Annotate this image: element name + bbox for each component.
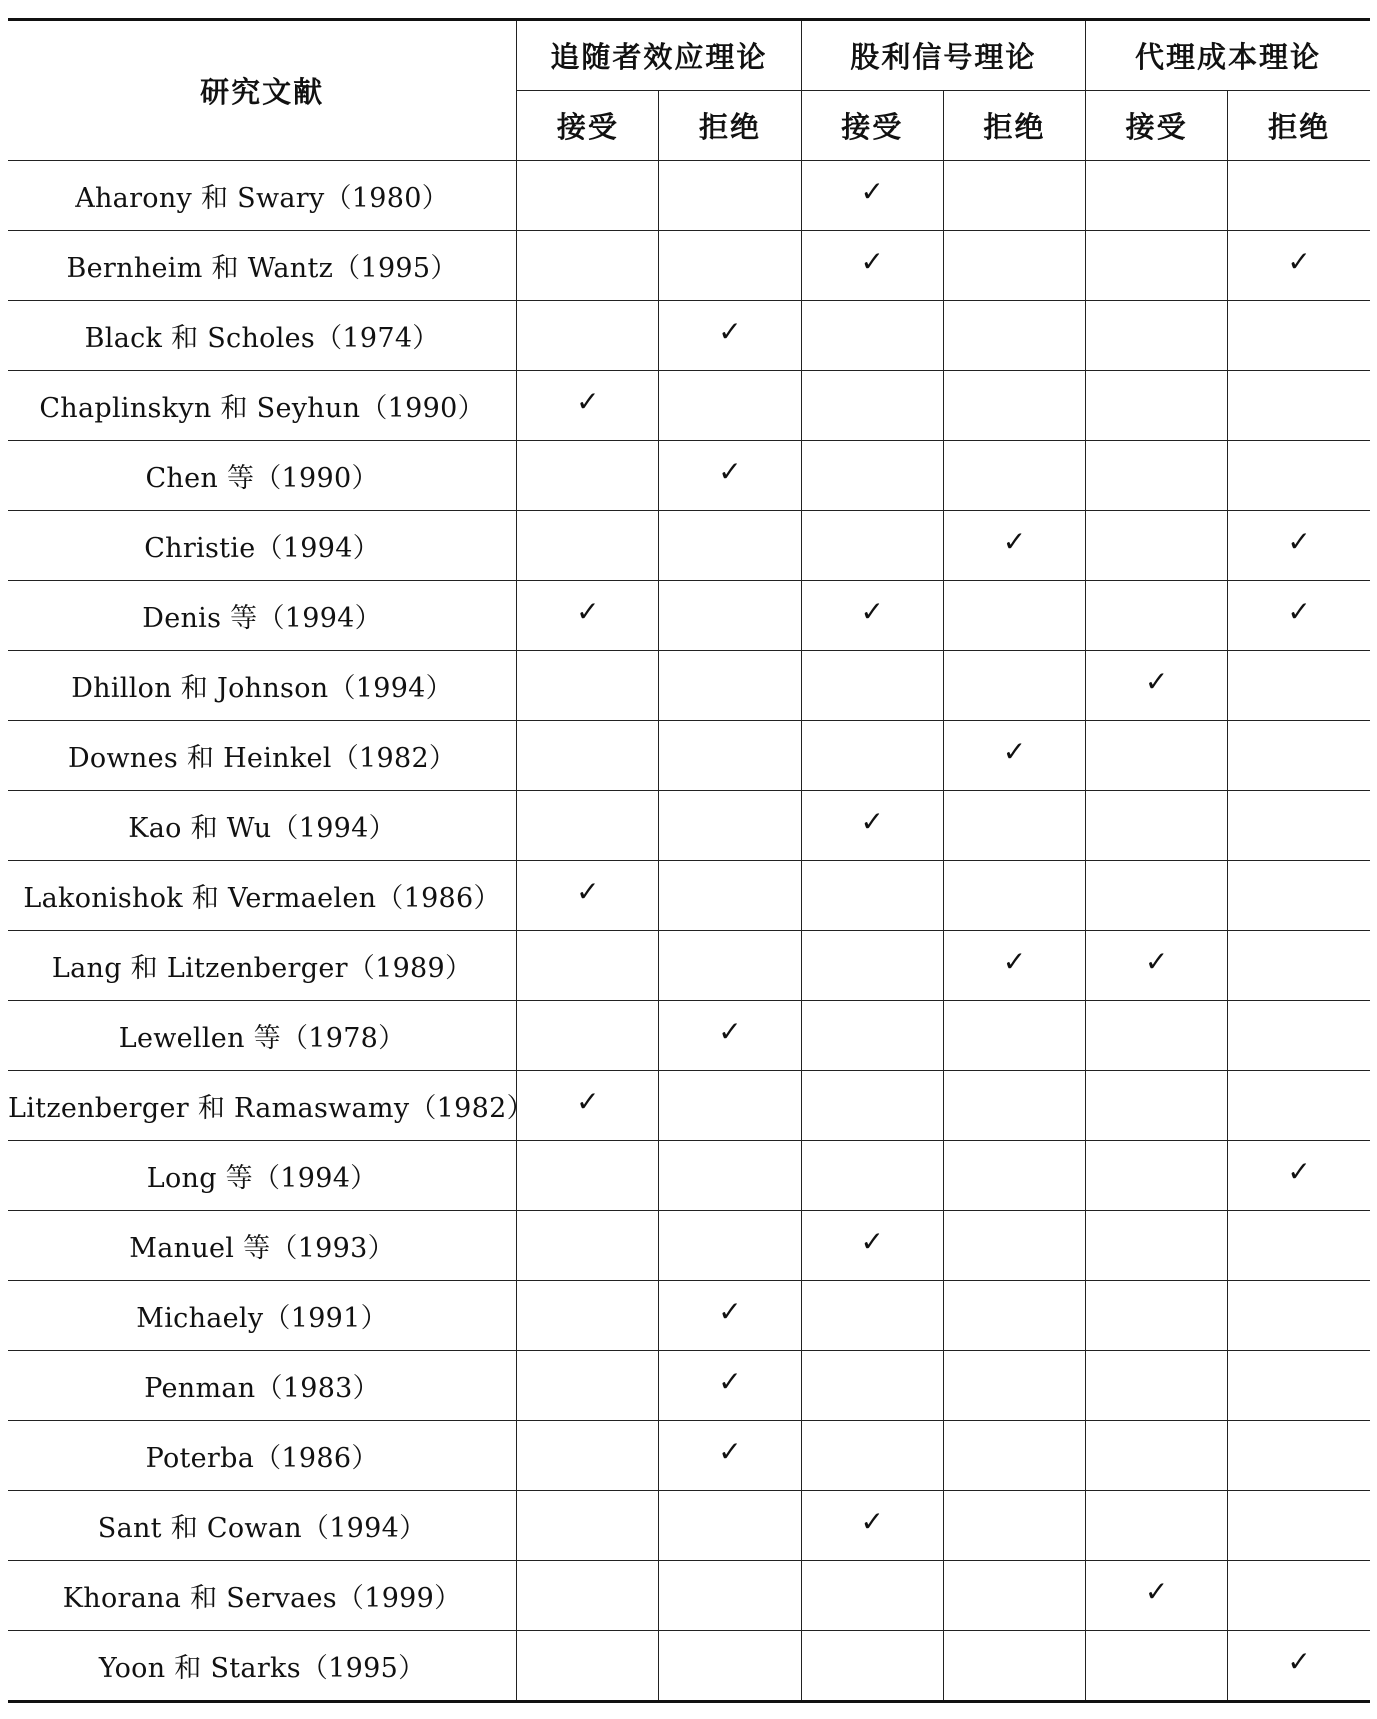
group-header-signaling: 股利信号理论 bbox=[801, 20, 1085, 91]
agency-accept-cell bbox=[1086, 231, 1228, 301]
agency-reject-cell bbox=[1228, 1491, 1370, 1561]
check-mark-icon: ✓ bbox=[860, 1224, 884, 1258]
clientele-reject-cell bbox=[659, 1631, 801, 1702]
signaling-accept-cell bbox=[801, 231, 943, 301]
clientele-accept-cell bbox=[517, 1491, 659, 1561]
agency-accept-cell bbox=[1086, 371, 1228, 441]
table-row bbox=[8, 1071, 1370, 1141]
table-row bbox=[8, 161, 1370, 231]
study-cell: Lewellen 等（1978） bbox=[8, 1001, 517, 1071]
agency-reject-cell bbox=[1228, 791, 1370, 861]
signaling-reject-cell bbox=[943, 651, 1085, 721]
signaling-accept-cell bbox=[801, 581, 943, 651]
table-row bbox=[8, 1561, 1370, 1631]
table-row bbox=[8, 721, 1370, 791]
study-cell: Lakonishok 和 Vermaelen（1986） bbox=[8, 861, 517, 931]
study-cell: Bernheim 和 Wantz（1995） bbox=[8, 231, 517, 301]
table-body bbox=[8, 161, 1370, 1702]
study-cell: Yoon 和 Starks（1995） bbox=[8, 1631, 517, 1702]
signaling-accept-cell bbox=[801, 791, 943, 861]
check-mark-icon: ✓ bbox=[718, 454, 742, 488]
agency-accept-cell bbox=[1086, 1071, 1228, 1141]
signaling-reject-cell bbox=[943, 301, 1085, 371]
signaling-reject-cell bbox=[943, 931, 1085, 1001]
agency-reject-cell bbox=[1228, 231, 1370, 301]
signaling-reject-cell bbox=[943, 1001, 1085, 1071]
check-mark-icon: ✓ bbox=[1002, 524, 1027, 558]
agency-reject-cell bbox=[1228, 1281, 1370, 1351]
check-mark-icon: ✓ bbox=[1287, 524, 1311, 558]
subheader-accept: 接受 bbox=[801, 91, 943, 161]
clientele-accept-cell bbox=[517, 651, 659, 721]
agency-accept-cell bbox=[1086, 1631, 1228, 1702]
agency-accept-cell bbox=[1086, 1491, 1228, 1561]
table-row bbox=[8, 791, 1370, 861]
signaling-reject-cell bbox=[943, 1421, 1085, 1491]
group-header-clientele: 追随者效应理论 bbox=[517, 20, 801, 91]
agency-reject-cell bbox=[1228, 301, 1370, 371]
agency-reject-cell bbox=[1228, 511, 1370, 581]
signaling-accept-cell bbox=[801, 441, 943, 511]
agency-accept-cell bbox=[1086, 1351, 1228, 1421]
check-mark-icon: ✓ bbox=[1287, 1644, 1311, 1678]
signaling-reject-cell bbox=[943, 371, 1085, 441]
agency-reject-cell bbox=[1228, 1001, 1370, 1071]
clientele-accept-cell bbox=[517, 371, 659, 441]
check-mark-icon: ✓ bbox=[576, 1084, 600, 1118]
agency-accept-cell bbox=[1086, 721, 1228, 791]
clientele-accept-cell bbox=[517, 1281, 659, 1351]
table-row bbox=[8, 1281, 1370, 1351]
check-mark-icon: ✓ bbox=[860, 244, 884, 278]
study-cell: Michaely（1991） bbox=[8, 1281, 517, 1351]
signaling-accept-cell bbox=[801, 1631, 943, 1702]
clientele-reject-cell bbox=[659, 301, 801, 371]
clientele-reject-cell bbox=[659, 721, 801, 791]
check-mark-icon: ✓ bbox=[1144, 1574, 1169, 1608]
table-row bbox=[8, 511, 1370, 581]
signaling-accept-cell bbox=[801, 161, 943, 231]
clientele-reject-cell bbox=[659, 1351, 801, 1421]
study-cell: Poterba（1986） bbox=[8, 1421, 517, 1491]
signaling-reject-cell bbox=[943, 861, 1085, 931]
check-mark-icon: ✓ bbox=[576, 384, 600, 418]
signaling-reject-cell bbox=[943, 1211, 1085, 1281]
study-cell: Chen 等（1990） bbox=[8, 441, 517, 511]
signaling-reject-cell bbox=[943, 1281, 1085, 1351]
subheader-reject: 拒绝 bbox=[943, 91, 1085, 161]
check-mark-icon: ✓ bbox=[1002, 734, 1027, 768]
study-cell: Downes 和 Heinkel（1982） bbox=[8, 721, 517, 791]
signaling-accept-cell bbox=[801, 861, 943, 931]
agency-accept-cell bbox=[1086, 1281, 1228, 1351]
clientele-accept-cell bbox=[517, 1561, 659, 1631]
signaling-reject-cell bbox=[943, 1491, 1085, 1561]
agency-accept-cell bbox=[1086, 1211, 1228, 1281]
study-cell: Manuel 等（1993） bbox=[8, 1211, 517, 1281]
clientele-accept-cell bbox=[517, 581, 659, 651]
check-mark-icon: ✓ bbox=[718, 1294, 742, 1328]
clientele-accept-cell bbox=[517, 1211, 659, 1281]
agency-accept-cell bbox=[1086, 1421, 1228, 1491]
clientele-accept-cell bbox=[517, 161, 659, 231]
clientele-reject-cell bbox=[659, 1141, 801, 1211]
clientele-reject-cell bbox=[659, 511, 801, 581]
clientele-reject-cell bbox=[659, 791, 801, 861]
study-cell: Penman（1983） bbox=[8, 1351, 517, 1421]
agency-reject-cell bbox=[1228, 161, 1370, 231]
table-row bbox=[8, 1001, 1370, 1071]
signaling-accept-cell bbox=[801, 1561, 943, 1631]
agency-accept-cell bbox=[1086, 1141, 1228, 1211]
study-cell: Kao 和 Wu（1994） bbox=[8, 791, 517, 861]
signaling-accept-cell bbox=[801, 1421, 943, 1491]
clientele-reject-cell bbox=[659, 581, 801, 651]
agency-accept-cell bbox=[1086, 301, 1228, 371]
subheader-accept: 接受 bbox=[517, 91, 659, 161]
clientele-accept-cell bbox=[517, 1631, 659, 1702]
table-row bbox=[8, 581, 1370, 651]
agency-reject-cell bbox=[1228, 931, 1370, 1001]
signaling-accept-cell bbox=[801, 721, 943, 791]
table-header bbox=[8, 20, 1370, 161]
subheader-reject: 拒绝 bbox=[659, 91, 801, 161]
agency-reject-cell bbox=[1228, 1421, 1370, 1491]
table-row bbox=[8, 371, 1370, 441]
clientele-reject-cell bbox=[659, 1211, 801, 1281]
table-row bbox=[8, 931, 1370, 1001]
check-mark-icon: ✓ bbox=[718, 1014, 742, 1048]
clientele-accept-cell bbox=[517, 1421, 659, 1491]
signaling-accept-cell bbox=[801, 931, 943, 1001]
check-mark-icon: ✓ bbox=[718, 314, 742, 348]
signaling-reject-cell bbox=[943, 791, 1085, 861]
clientele-reject-cell bbox=[659, 1561, 801, 1631]
clientele-reject-cell bbox=[659, 931, 801, 1001]
check-mark-icon: ✓ bbox=[860, 1504, 884, 1538]
agency-accept-cell bbox=[1086, 1001, 1228, 1071]
clientele-reject-cell bbox=[659, 861, 801, 931]
agency-reject-cell bbox=[1228, 371, 1370, 441]
study-column-header: 研究文献 bbox=[8, 20, 517, 161]
table-row bbox=[8, 231, 1370, 301]
signaling-accept-cell bbox=[801, 1491, 943, 1561]
study-cell: Lang 和 Litzenberger（1989） bbox=[8, 931, 517, 1001]
signaling-reject-cell bbox=[943, 441, 1085, 511]
signaling-reject-cell bbox=[943, 231, 1085, 301]
signaling-accept-cell bbox=[801, 1351, 943, 1421]
clientele-reject-cell bbox=[659, 231, 801, 301]
clientele-reject-cell bbox=[659, 441, 801, 511]
check-mark-icon: ✓ bbox=[860, 804, 884, 838]
signaling-accept-cell bbox=[801, 1281, 943, 1351]
signaling-accept-cell bbox=[801, 1071, 943, 1141]
study-cell: Christie（1994） bbox=[8, 511, 517, 581]
subheader-accept: 接受 bbox=[1086, 91, 1228, 161]
check-mark-icon: ✓ bbox=[1144, 944, 1169, 978]
agency-reject-cell bbox=[1228, 651, 1370, 721]
study-cell: Chaplinskyn 和 Seyhun（1990） bbox=[8, 371, 517, 441]
check-mark-icon: ✓ bbox=[718, 1434, 742, 1468]
agency-reject-cell bbox=[1228, 1211, 1370, 1281]
agency-accept-cell bbox=[1086, 651, 1228, 721]
check-mark-icon: ✓ bbox=[1144, 664, 1169, 698]
clientele-reject-cell bbox=[659, 161, 801, 231]
study-cell: Aharony 和 Swary（1980） bbox=[8, 161, 517, 231]
check-mark-icon: ✓ bbox=[860, 594, 884, 628]
table-row bbox=[8, 1211, 1370, 1281]
agency-reject-cell bbox=[1228, 581, 1370, 651]
clientele-reject-cell bbox=[659, 1001, 801, 1071]
signaling-reject-cell bbox=[943, 1351, 1085, 1421]
agency-reject-cell bbox=[1228, 1141, 1370, 1211]
study-cell: Long 等（1994） bbox=[8, 1141, 517, 1211]
literature-table bbox=[8, 18, 1370, 1703]
signaling-reject-cell bbox=[943, 581, 1085, 651]
signaling-reject-cell bbox=[943, 161, 1085, 231]
check-mark-icon: ✓ bbox=[576, 594, 600, 628]
check-mark-icon: ✓ bbox=[1002, 944, 1027, 978]
signaling-reject-cell bbox=[943, 1631, 1085, 1702]
table-row bbox=[8, 651, 1370, 721]
study-cell: Denis 等（1994） bbox=[8, 581, 517, 651]
clientele-reject-cell bbox=[659, 1421, 801, 1491]
table-row bbox=[8, 1421, 1370, 1491]
agency-reject-cell bbox=[1228, 441, 1370, 511]
study-cell: Litzenberger 和 Ramaswamy（1982） bbox=[8, 1071, 517, 1141]
table-row bbox=[8, 1491, 1370, 1561]
clientele-reject-cell bbox=[659, 651, 801, 721]
table-row bbox=[8, 1351, 1370, 1421]
signaling-accept-cell bbox=[801, 511, 943, 581]
study-cell: Khorana 和 Servaes（1999） bbox=[8, 1561, 517, 1631]
agency-accept-cell bbox=[1086, 931, 1228, 1001]
agency-accept-cell bbox=[1086, 791, 1228, 861]
agency-reject-cell bbox=[1228, 1561, 1370, 1631]
table-row bbox=[8, 861, 1370, 931]
signaling-accept-cell bbox=[801, 651, 943, 721]
signaling-reject-cell bbox=[943, 1071, 1085, 1141]
agency-reject-cell bbox=[1228, 1071, 1370, 1141]
clientele-reject-cell bbox=[659, 1491, 801, 1561]
agency-accept-cell bbox=[1086, 1561, 1228, 1631]
agency-reject-cell bbox=[1228, 1351, 1370, 1421]
check-mark-icon: ✓ bbox=[860, 174, 884, 208]
agency-accept-cell bbox=[1086, 441, 1228, 511]
check-mark-icon: ✓ bbox=[576, 874, 600, 908]
group-header-agency: 代理成本理论 bbox=[1086, 20, 1370, 91]
study-cell: Dhillon 和 Johnson（1994） bbox=[8, 651, 517, 721]
signaling-accept-cell bbox=[801, 1211, 943, 1281]
table-row bbox=[8, 441, 1370, 511]
check-mark-icon: ✓ bbox=[1287, 244, 1311, 278]
table-row bbox=[8, 1141, 1370, 1211]
signaling-accept-cell bbox=[801, 301, 943, 371]
clientele-accept-cell bbox=[517, 511, 659, 581]
check-mark-icon: ✓ bbox=[1287, 1154, 1311, 1188]
agency-accept-cell bbox=[1086, 511, 1228, 581]
clientele-accept-cell bbox=[517, 1071, 659, 1141]
agency-accept-cell bbox=[1086, 161, 1228, 231]
agency-reject-cell bbox=[1228, 1631, 1370, 1702]
clientele-accept-cell bbox=[517, 231, 659, 301]
agency-accept-cell bbox=[1086, 861, 1228, 931]
signaling-accept-cell bbox=[801, 1001, 943, 1071]
clientele-accept-cell bbox=[517, 791, 659, 861]
study-cell: Black 和 Scholes（1974） bbox=[8, 301, 517, 371]
signaling-reject-cell bbox=[943, 511, 1085, 581]
clientele-reject-cell bbox=[659, 371, 801, 441]
clientele-accept-cell bbox=[517, 301, 659, 371]
clientele-accept-cell bbox=[517, 931, 659, 1001]
clientele-accept-cell bbox=[517, 1001, 659, 1071]
signaling-accept-cell bbox=[801, 1141, 943, 1211]
subheader-reject: 拒绝 bbox=[1228, 91, 1370, 161]
clientele-reject-cell bbox=[659, 1281, 801, 1351]
clientele-accept-cell bbox=[517, 1351, 659, 1421]
signaling-reject-cell bbox=[943, 1141, 1085, 1211]
signaling-reject-cell bbox=[943, 721, 1085, 791]
agency-accept-cell bbox=[1086, 581, 1228, 651]
signaling-accept-cell bbox=[801, 371, 943, 441]
check-mark-icon: ✓ bbox=[718, 1364, 742, 1398]
agency-reject-cell bbox=[1228, 861, 1370, 931]
clientele-accept-cell bbox=[517, 1141, 659, 1211]
check-mark-icon: ✓ bbox=[1287, 594, 1311, 628]
study-cell: Sant 和 Cowan（1994） bbox=[8, 1491, 517, 1561]
agency-reject-cell bbox=[1228, 721, 1370, 791]
table-row bbox=[8, 1631, 1370, 1702]
clientele-accept-cell bbox=[517, 441, 659, 511]
clientele-reject-cell bbox=[659, 1071, 801, 1141]
clientele-accept-cell bbox=[517, 861, 659, 931]
clientele-accept-cell bbox=[517, 721, 659, 791]
table-row bbox=[8, 301, 1370, 371]
signaling-reject-cell bbox=[943, 1561, 1085, 1631]
